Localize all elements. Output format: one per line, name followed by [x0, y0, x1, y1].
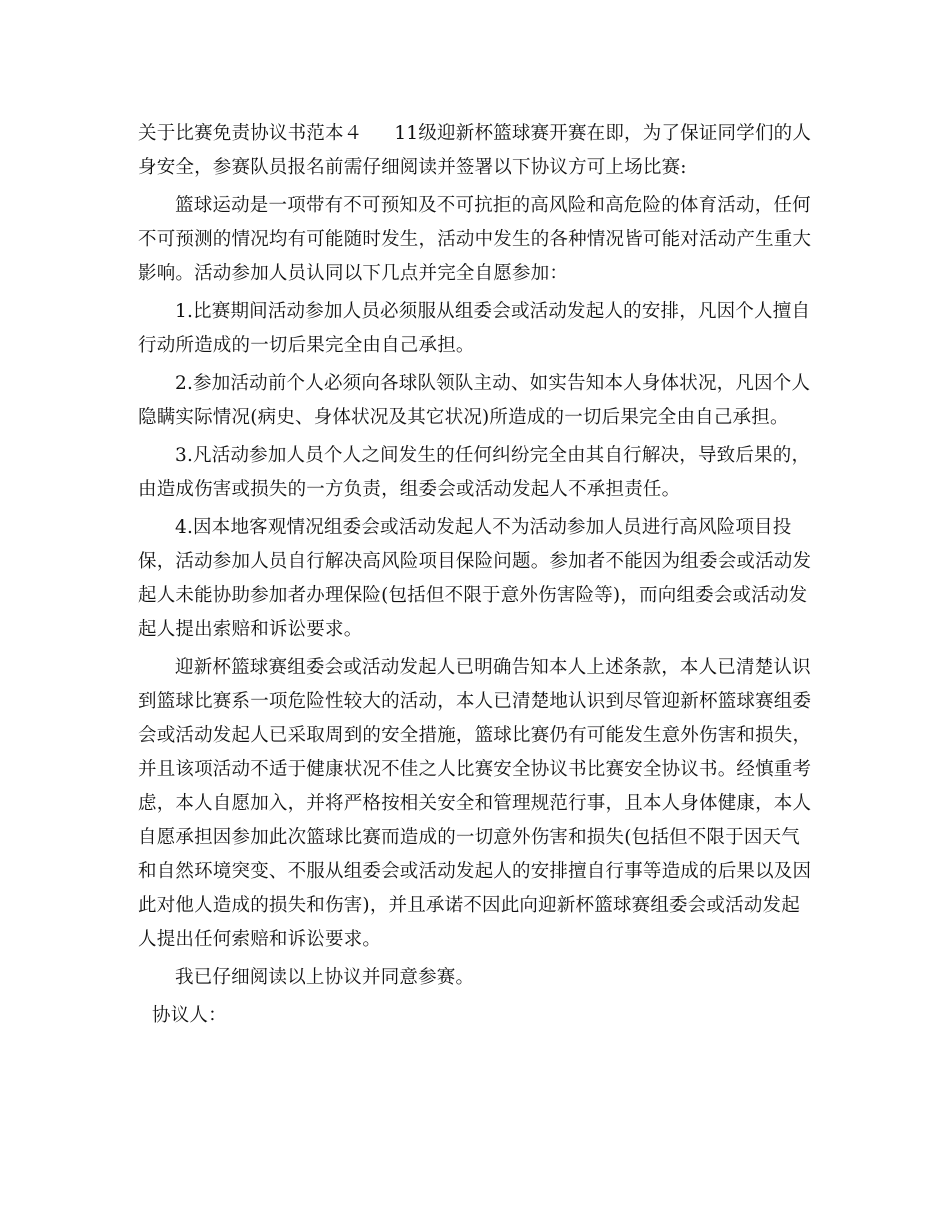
paragraph-line: 我已仔细阅读以上协议并同意参赛。	[175, 967, 475, 988]
paragraph	[138, 961, 814, 995]
paragraph-line: 隐瞒实际情况(病史、身体状况及其它状况)所造成的一切后果完全由自己承担。	[138, 407, 789, 428]
paragraph-line: 不可预测的情况均有可能随时发生，活动中发生的各种情况皆可能对活动产生重大	[138, 229, 812, 250]
paragraph	[138, 511, 814, 647]
paragraph-line: 到篮球比赛系一项危险性较大的活动，本人已清楚地认识到尽管迎新杯篮球赛组委	[138, 691, 812, 712]
paragraph-line: 1.比赛期间活动参加人员必须服从组委会或活动发起人的安排，凡因个人擅自	[175, 301, 811, 322]
paragraph-line: 起人提出索赔和诉讼要求。	[138, 619, 363, 640]
intro-line-1: 11级迎新杯篮球赛开赛在即，为了保证同学们的人	[394, 123, 812, 144]
document-page	[138, 117, 814, 1033]
paragraph	[138, 439, 814, 507]
paragraph	[138, 367, 814, 435]
intro-line-2: 身安全，参赛队员报名前需仔细阅读并签署以下协议方可上场比赛:	[138, 157, 687, 178]
paragraph-line: 2.参加活动前个人必须向各球队领队主动、如实告知本人身体状况，凡因个人	[175, 373, 811, 394]
paragraph-line: 自愿承担因参加此次篮球比赛而造成的一切意外伤害和损失(包括但不限于因天气	[138, 827, 800, 848]
paragraph-line: 虑，本人自愿加入，并将严格按相关安全和管理规范行事，且本人身体健康，本人	[138, 793, 812, 814]
paragraph	[138, 651, 814, 957]
paragraph-line: 起人未能协助参加者办理保险(包括但不限于意外伤害险等)，而向组委会或活动发	[138, 585, 808, 606]
document-heading-line	[138, 117, 814, 151]
paragraph-line: 并且该项活动不适于健康状况不佳之人比赛安全协议书比赛安全协议书。经慎重考	[138, 759, 812, 780]
paragraph-line: 此对他人造成的损失和伤害)，并且承诺不因此向迎新杯篮球赛组委会或活动发起	[138, 895, 800, 916]
paragraph-line: 4.因本地客观情况组委会或活动发起人不为活动参加人员进行高风险项目投	[175, 517, 792, 538]
paragraph-line: 3.凡活动参加人员个人之间发生的任何纠纷完全由其自行解决，导致后果的，	[175, 445, 811, 466]
paragraph-line: 会或活动发起人已采取周到的安全措施，篮球比赛仍有可能发生意外伤害和损失，	[138, 725, 812, 746]
paragraph-line: 篮球运动是一项带有不可预知及不可抗拒的高风险和高危险的体育活动，任何	[175, 195, 811, 216]
paragraph-line: 影响。活动参加人员认同以下几点并完全自愿参加：	[138, 263, 569, 284]
paragraph-line: 和自然环境突变、不服从组委会或活动发起人的安排擅自行事等造成的后果以及因	[138, 861, 812, 882]
paragraph-line: 行动所造成的一切后果完全由自己承担。	[138, 335, 475, 356]
document-title: 关于比赛免责协议书范本４	[138, 123, 363, 144]
paragraph-line: 保，活动参加人员自行解决高风险项目保险问题。参加者不能因为组委会或活动发	[138, 551, 812, 572]
paragraph-line: 由造成伤害或损失的一方负责，组委会或活动发起人不承担责任。	[138, 479, 681, 500]
paragraph	[138, 189, 814, 291]
paragraph-line: 迎新杯篮球赛组委会或活动发起人已明确告知本人上述条款，本人已清楚认识	[175, 657, 811, 678]
paragraph-line: 人提出任何索赔和诉讼要求。	[138, 929, 382, 950]
paragraph	[138, 295, 814, 363]
signature-label: 协议人：	[152, 1005, 227, 1026]
